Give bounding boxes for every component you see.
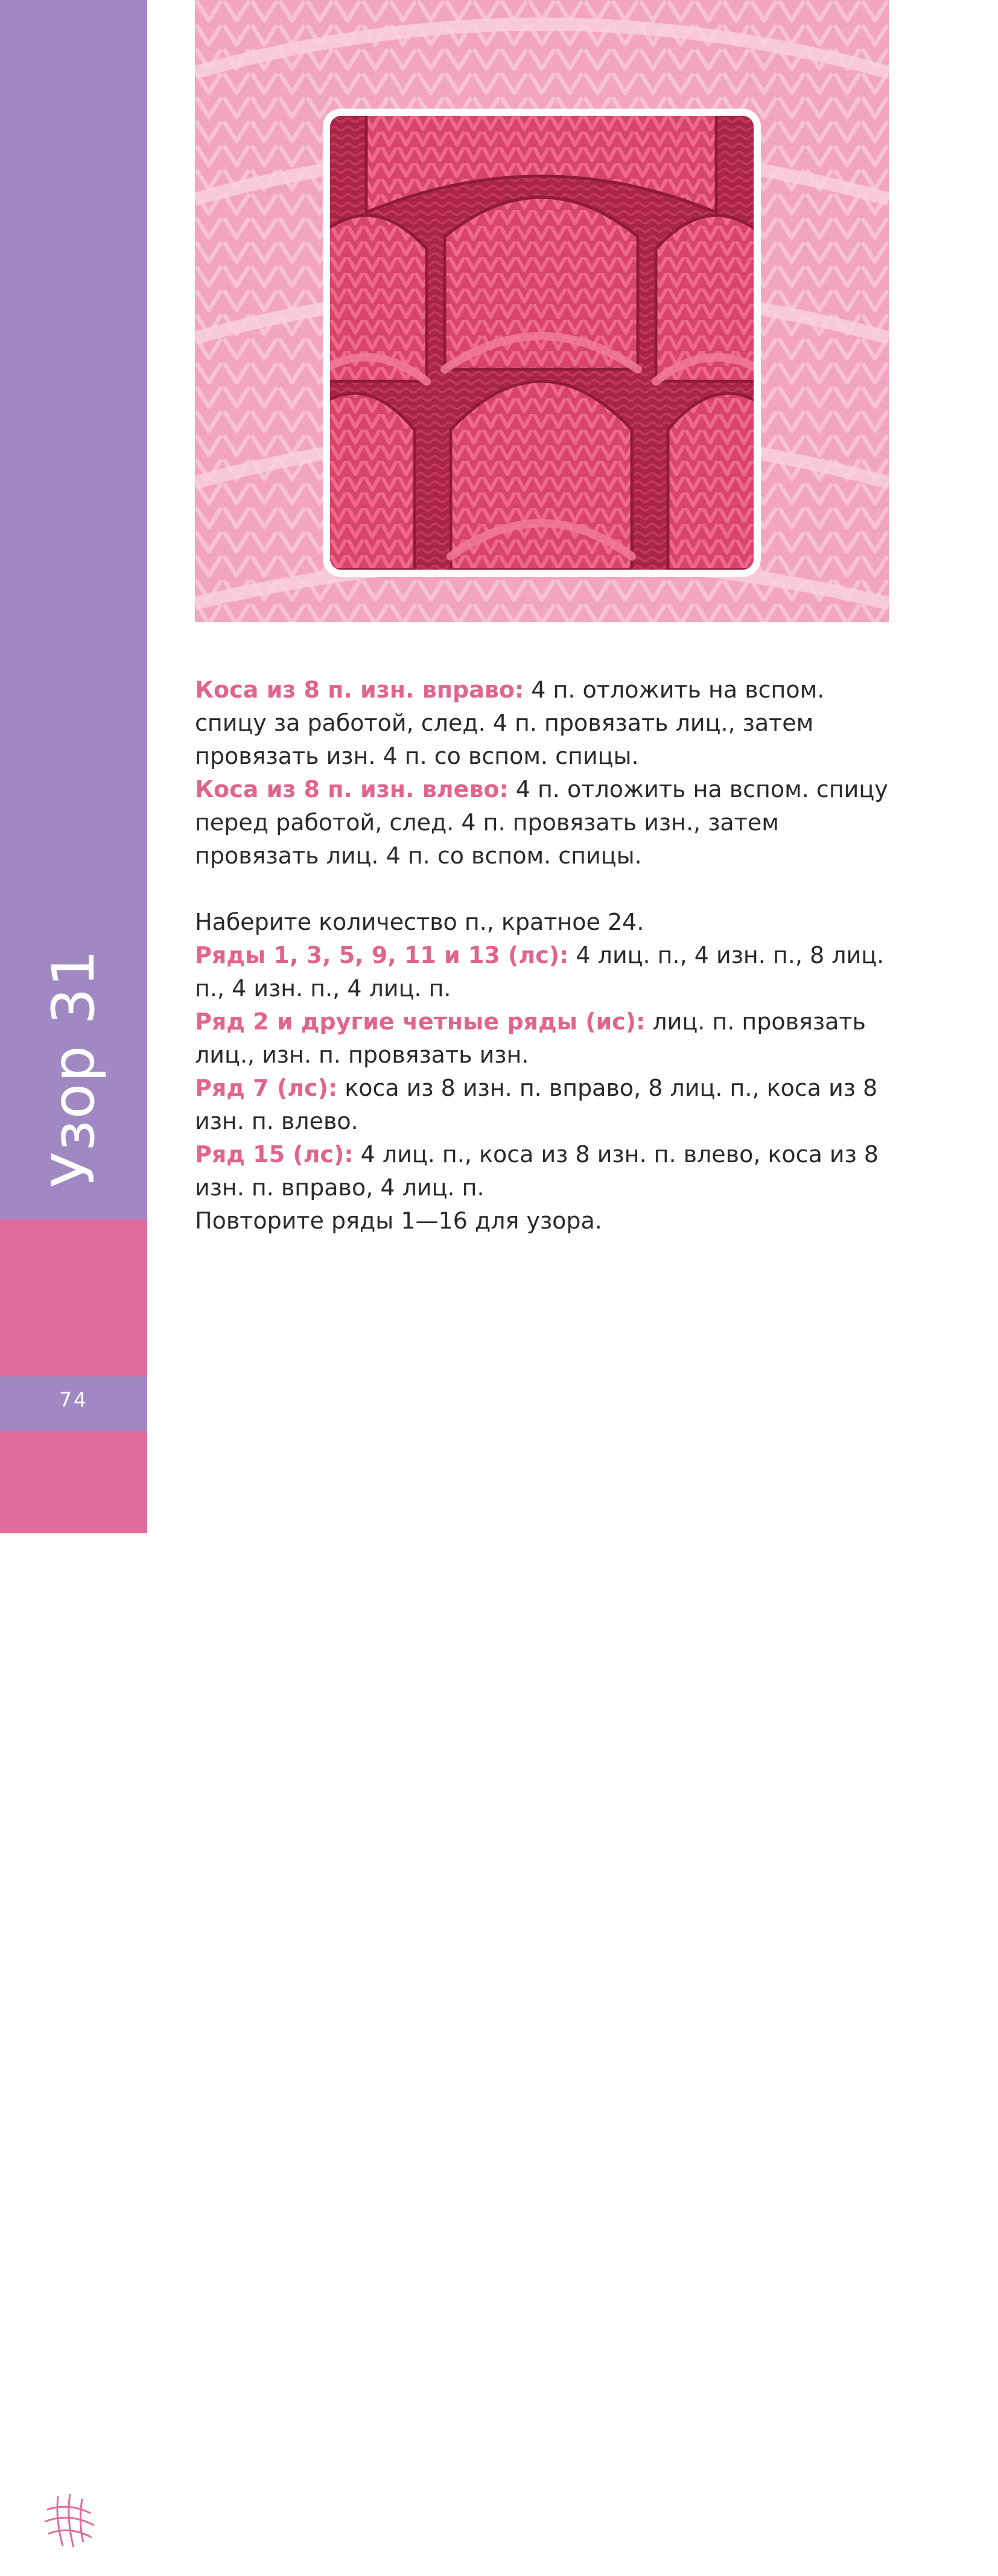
cable-right-label: Коса из 8 п. изн. вправо: <box>195 676 524 703</box>
rows-odd-instruction <box>195 939 889 1005</box>
row-7-instruction <box>195 1072 889 1138</box>
yarn-ball-icon <box>31 2467 140 2576</box>
cable-left-label: Коса из 8 п. изн. влево: <box>195 776 509 803</box>
rows-even-text: лиц. п. провязать лиц., изн. п. провязать изн. <box>195 1008 866 1068</box>
row-7-text: коса из 8 изн. п. вправо, 8 лиц. п., коса из 8 изн. п. влево. <box>195 1075 878 1134</box>
cast-on-instruction: Наберите количество п., кратное 24. <box>195 909 644 935</box>
knitted-swatch-photo <box>195 0 889 622</box>
row-15-label: Ряд 15 (лс): <box>195 1141 354 1168</box>
page-number: 74 <box>59 1388 88 1411</box>
pattern-instructions <box>195 673 889 1238</box>
rows-even-instruction <box>195 1005 889 1072</box>
sidebar-bottom-block <box>0 1431 147 1533</box>
cable-left-text: 4 п. отложить на вспом. спицу перед работой, след. 4 п. провязать изн., затем провязать лиц. 4 п. со вспом. спицы. <box>195 776 888 869</box>
pattern-title: Узор 31 <box>40 949 107 1188</box>
rows-odd-label: Ряды 1, 3, 5, 9, 11 и 13 (лс): <box>195 942 569 968</box>
sidebar-icon-tab <box>0 1220 147 1376</box>
cable-right-definition <box>195 673 889 773</box>
cable-right-text: 4 п. отложить на вспом. спицу за работой, след. 4 п. провязать лиц., затем провязать изн. 4 п. со вспом. спицы. <box>195 676 825 769</box>
rows-even-label: Ряд 2 и другие четные ряды (ис): <box>195 1008 646 1035</box>
cable-left-definition <box>195 773 889 873</box>
repeat-instruction: Повторите ряды 1—16 для узора. <box>195 1207 602 1234</box>
row-15-text: 4 лиц. п., коса из 8 изн. п. влево, коса из 8 изн. п. вправо, 4 лиц. п. <box>195 1141 879 1201</box>
row-7-label: Ряд 7 (лс): <box>195 1075 338 1101</box>
paragraph-gap <box>195 873 889 906</box>
swatch-closeup <box>323 109 761 577</box>
rows-odd-text: 4 лиц. п., 4 изн. п., 8 лиц. п., 4 изн. п., 4 лиц. п. <box>195 942 885 1002</box>
row-15-instruction <box>195 1138 889 1204</box>
